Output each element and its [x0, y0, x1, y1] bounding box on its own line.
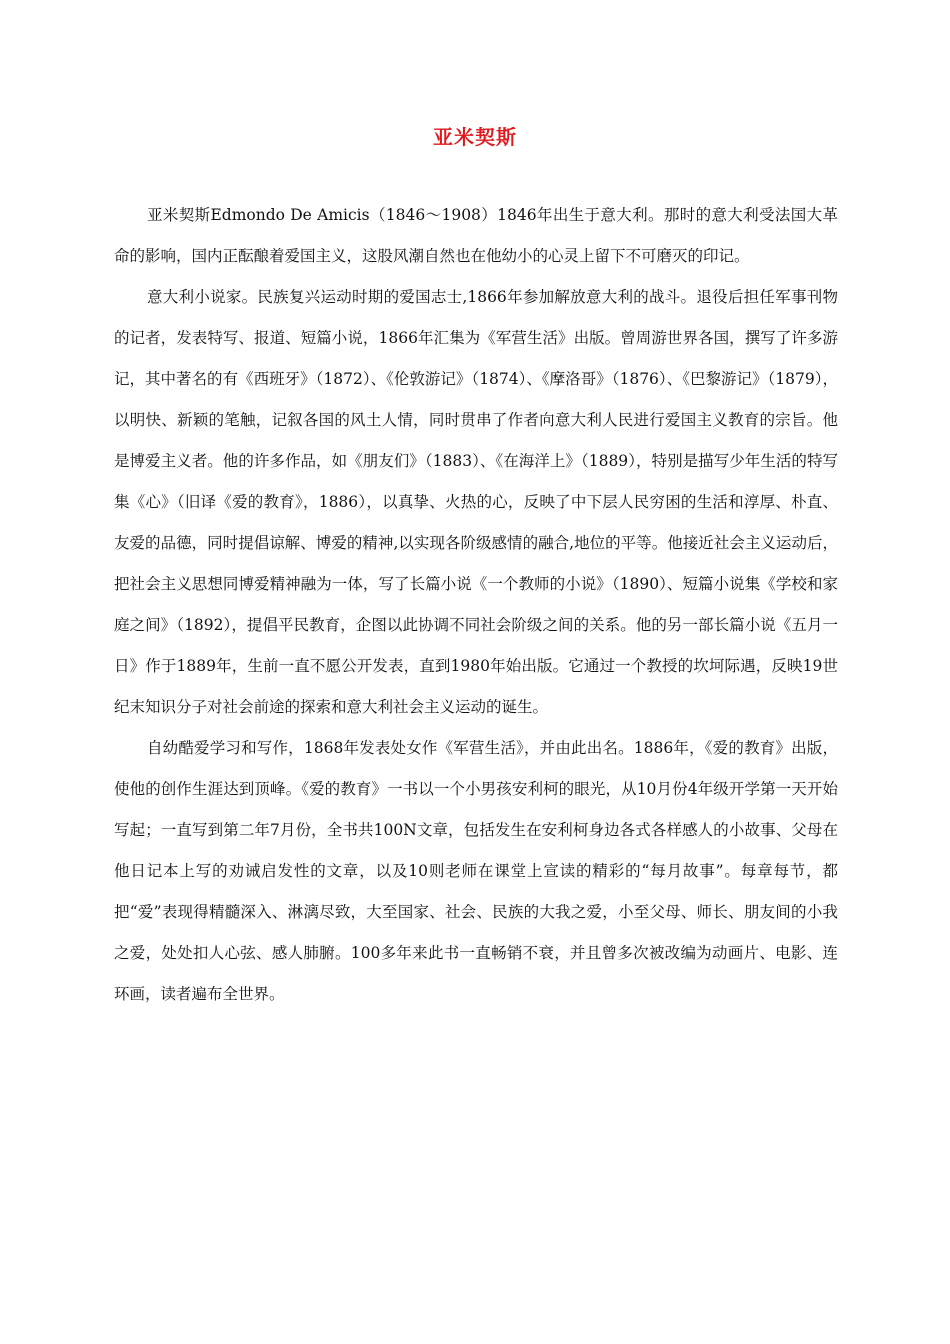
paragraph-intro: 亚米契斯Edmondo De Amicis（1846～1908）1846年出生于意大利。那时的意大利受法国大革命的影响，国内正酝酿着爱国主义，这股风潮自然也在他幼小的心灵上留下不可磨灭的印记。 [114, 206, 838, 265]
document-body [114, 195, 838, 1015]
paragraph-career: 意大利小说家。民族复兴运动时期的爱国志士,1866年参加解放意大利的战斗。退役后担任军事刊物的记者，发表特写、报道、短篇小说，1866年汇集为《军营生活》出版。曾周游世界各国，撰写了许多游记，其中著名的有《西班牙》（1872）、《伦敦游记》（1874）、《摩洛哥》（1876）、《巴黎游记》（1879），以明快、新颖的笔触，记叙各国的风土人情，同时贯串了作者向意大利人民进行爱国主义教育的宗旨。他是博爱主义者。他的许多作品，如《朋友们》（1883）、《在海洋上》（1889），特别是描写少年生活的特写集《心》（旧译《爱的教育》，1886），以真挚、火热的心，反映了中下层人民穷困的生活和淳厚、朴直、友爱的品德，同时提倡谅解、博爱的精神,以实现各阶级感情的融合,地位的平等。他接近社会主义运动后，把社会主义思想同博爱精神融为一体，写了长篇小说《一个教师的小说》（1890）、短篇小说集《学校和家庭之间》（1892），提倡平民教育，企图以此协调不同社会阶级之间的关系。他的另一部长篇小说《五月一日》作于1889年，生前一直不愿公开发表，直到1980年始出版。它通过一个教授的坎坷际遇，反映19世纪末知识分子对社会前途的探索和意大利社会主义运动的诞生。 [114, 288, 838, 716]
document-title: 亚米契斯 [433, 125, 517, 149]
paragraph-works: 自幼酷爱学习和写作，1868年发表处女作《军营生活》，并由此出名。1886年，《爱的教育》出版，使他的创作生涯达到顶峰。《爱的教育》一书以一个小男孩安利柯的眼光，从10月份4年级开学第一天开始写起；一直写到第二年7月份，全书共100N文章，包括发生在安利柯身边各式各样感人的小故事、父母在他日记本上写的劝诫启发性的文章，以及10则老师在课堂上宣读的精彩的“每月故事”。每章每节，都把“爱”表现得精髓深入、淋漓尽致，大至国家、社会、民族的大我之爱，小至父母、师长、朋友间的小我之爱，处处扣人心弦、感人肺腑。100多年来此书一直畅销不衰，并且曾多次被改编为动画片、电影、连环画，读者遍布全世界。 [114, 739, 838, 1003]
